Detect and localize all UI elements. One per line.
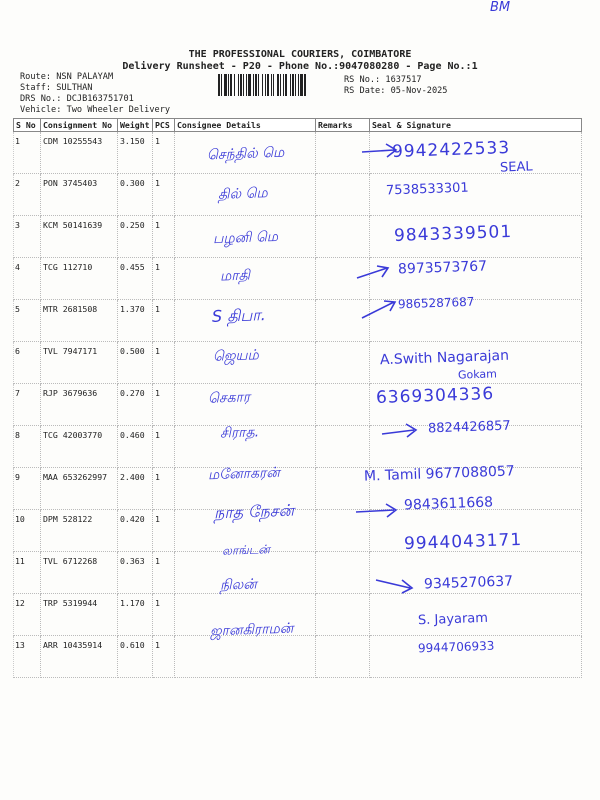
hw-arrow-8: [380, 420, 420, 442]
hw-name-1: செந்தில் மெ: [206, 144, 285, 164]
hw-phone-1: 9942422533: [391, 137, 511, 163]
hw-name-5: S திபா.: [211, 305, 266, 326]
barcode-bar: [262, 74, 263, 96]
cell-pcs: 1: [153, 552, 175, 594]
barcode-bar: [246, 74, 247, 96]
barcode-bar: [298, 74, 299, 96]
cell-pcs: 1: [153, 258, 175, 300]
barcode: [218, 74, 338, 96]
cell-sno: 11: [14, 552, 41, 594]
barcode-bar: [290, 74, 291, 96]
barcode-bar: [224, 74, 227, 96]
corner-mark: BM: [490, 0, 511, 15]
barcode-bar: [234, 74, 235, 96]
cell-consignment-no: TCG 112710: [41, 258, 118, 300]
cell-consignment-no: PON 3745403: [41, 174, 118, 216]
cell-weight: 1.170: [118, 594, 153, 636]
cell-pcs: 1: [153, 132, 175, 174]
cell-sno: 5: [14, 300, 41, 342]
hw-phone-3: 9843339501: [393, 221, 513, 247]
cell-weight: 0.610: [118, 636, 153, 678]
cell-consignment-no: DPM 528122: [41, 510, 118, 552]
cell-pcs: 1: [153, 426, 175, 468]
cell-weight: 0.500: [118, 342, 153, 384]
barcode-bar: [295, 74, 296, 96]
col-signature: Seal & Signature: [370, 119, 582, 132]
cell-weight: 0.300: [118, 174, 153, 216]
table-row: [14, 300, 582, 342]
cell-pcs: 1: [153, 468, 175, 510]
cell-weight: 0.455: [118, 258, 153, 300]
cell-weight: 0.363: [118, 552, 153, 594]
table-row: [14, 174, 582, 216]
cell-consignment-no: MAA 653262997: [41, 468, 118, 510]
table-row: [14, 258, 582, 300]
hw-sig-13: S. Jayaram: [417, 610, 489, 629]
cell-pcs: 1: [153, 510, 175, 552]
hw-phone-8: 8824426857: [427, 418, 511, 437]
rs-number: RS No.: 1637517: [344, 75, 422, 85]
hw-name-10: நாத நேசன்: [213, 500, 295, 523]
hw-phone-5: 9865287687: [397, 294, 475, 312]
hw-phone-10: 9843611668: [403, 494, 494, 514]
rs-date: RS Date: 05-Nov-2025: [344, 86, 448, 96]
cell-pcs: 1: [153, 594, 175, 636]
hw-arrow-12: [374, 574, 418, 596]
hw-name-8: சிராத.: [219, 424, 260, 442]
cell-sno: 2: [14, 174, 41, 216]
barcode-bar: [221, 74, 222, 96]
hw-phone-4: 8973573767: [397, 258, 488, 278]
cell-consignment-no: CDM 10255543: [41, 132, 118, 174]
cell-consignee: [175, 636, 316, 678]
hw-phone-2: 7538533301: [385, 180, 469, 199]
barcode-bar: [258, 74, 259, 96]
barcode-bar: [300, 74, 303, 96]
cell-remarks: [316, 426, 370, 468]
cell-remarks: [316, 216, 370, 258]
barcode-bar: [277, 74, 279, 96]
col-sno: S No: [14, 119, 41, 132]
barcode-bar: [240, 74, 242, 96]
table-row: [14, 594, 582, 636]
barcode-bar: [283, 74, 284, 96]
cell-consignment-no: RJP 3679636: [41, 384, 118, 426]
col-consignment: Consignment No: [41, 119, 118, 132]
barcode-bar: [218, 74, 220, 96]
cell-sno: 12: [14, 594, 41, 636]
hw-name-6: ஜெயம்: [212, 347, 260, 365]
barcode-bar: [265, 74, 266, 96]
rs-meta: [344, 75, 447, 97]
cell-sno: 13: [14, 636, 41, 678]
hw-seal-1: SEAL: [499, 159, 533, 176]
cell-remarks: [316, 552, 370, 594]
hw-name-4: மாதி: [219, 267, 251, 285]
hw-name-9: மனோகரன்: [207, 464, 281, 484]
hw-arrow-4: [355, 262, 395, 286]
hw-phone-13: 9944706933: [417, 638, 495, 656]
vehicle-label: Vehicle: Two Wheeler Delivery: [20, 105, 171, 115]
col-weight: Weight: [118, 119, 153, 132]
hw-phone-12: 9345270637: [423, 573, 514, 593]
hw-arrow-1: [360, 140, 400, 162]
col-pcs: PCS: [153, 119, 175, 132]
cell-consignment-no: TCG 42003770: [41, 426, 118, 468]
cell-sno: 4: [14, 258, 41, 300]
barcode-bar: [255, 74, 257, 96]
hw-sig-6: A.Swith Nagarajan: [379, 347, 510, 369]
cell-weight: 0.250: [118, 216, 153, 258]
cell-consignment-no: TVL 6712268: [41, 552, 118, 594]
table-header-row: [14, 119, 582, 132]
cell-weight: 0.420: [118, 510, 153, 552]
hw-arrow-5: [360, 298, 400, 322]
runsheet-table: [13, 118, 582, 678]
cell-pcs: 1: [153, 342, 175, 384]
cell-remarks: [316, 384, 370, 426]
cell-sno: 3: [14, 216, 41, 258]
cell-remarks: [316, 636, 370, 678]
barcode-bar: [271, 74, 272, 96]
barcode-bar: [285, 74, 287, 96]
hw-phone-7: 6369304336: [375, 383, 495, 409]
barcode-bar: [228, 74, 229, 96]
barcode-bar: [280, 74, 281, 96]
company-title: THE PROFESSIONAL COURIERS, COIMBATORE: [188, 49, 412, 60]
cell-remarks: [316, 342, 370, 384]
hw-name-2: தில் மெ: [217, 185, 268, 203]
cell-pcs: 1: [153, 216, 175, 258]
cell-consignment-no: ARR 10435914: [41, 636, 118, 678]
barcode-bar: [238, 74, 239, 96]
cell-weight: 0.460: [118, 426, 153, 468]
cell-consignment-no: KCM 50141639: [41, 216, 118, 258]
col-consignee: Consignee Details: [175, 119, 316, 132]
cell-weight: 0.270: [118, 384, 153, 426]
hw-name-7: செகார: [207, 389, 251, 407]
cell-pcs: 1: [153, 384, 175, 426]
barcode-bar: [248, 74, 251, 96]
cell-remarks: [316, 594, 370, 636]
runsheet-subtitle: Delivery Runsheet - P20 - Phone No.:9047080280 - Page No.:1: [122, 61, 478, 72]
hw-name-3: பழனி மெ: [212, 228, 279, 248]
hw-phone-11: 9944043171: [403, 529, 523, 555]
runsheet-meta: [20, 72, 170, 116]
cell-sno: 1: [14, 132, 41, 174]
barcode-bar: [292, 74, 294, 96]
cell-pcs: 1: [153, 174, 175, 216]
barcode-bar: [230, 74, 232, 96]
cell-sno: 7: [14, 384, 41, 426]
cell-weight: 2.400: [118, 468, 153, 510]
barcode-bar: [253, 74, 254, 96]
barcode-bar: [243, 74, 244, 96]
cell-sno: 10: [14, 510, 41, 552]
staff-label: Staff: SULTHAN: [20, 83, 93, 93]
barcode-bar: [267, 74, 269, 96]
cell-sno: 6: [14, 342, 41, 384]
barcode-bar: [273, 74, 274, 96]
hw-name-13: ஜானகிராமன்: [209, 620, 294, 640]
hw-sig-9: M. Tamil 9677088057: [363, 463, 515, 485]
cell-remarks: [316, 174, 370, 216]
barcode-bar: [304, 74, 306, 96]
cell-weight: 1.370: [118, 300, 153, 342]
cell-sno: 9: [14, 468, 41, 510]
cell-pcs: 1: [153, 636, 175, 678]
cell-consignment-no: TVL 7947171: [41, 342, 118, 384]
table-row: [14, 636, 582, 678]
col-remarks: Remarks: [316, 119, 370, 132]
route-label: Route: NSN PALAYAM: [20, 72, 114, 82]
cell-weight: 3.150: [118, 132, 153, 174]
hw-arrow-10: [354, 500, 400, 522]
cell-consignment-no: TRP 5319944: [41, 594, 118, 636]
hw-name-12: நிலன்: [219, 576, 258, 594]
cell-sno: 8: [14, 426, 41, 468]
drs-label: DRS No.: DCJB163751701: [20, 94, 134, 104]
cell-consignment-no: MTR 2681508: [41, 300, 118, 342]
cell-pcs: 1: [153, 300, 175, 342]
hw-sig-7: Gokam: [457, 367, 498, 382]
hw-name-11: லாங்டன்: [221, 542, 271, 558]
